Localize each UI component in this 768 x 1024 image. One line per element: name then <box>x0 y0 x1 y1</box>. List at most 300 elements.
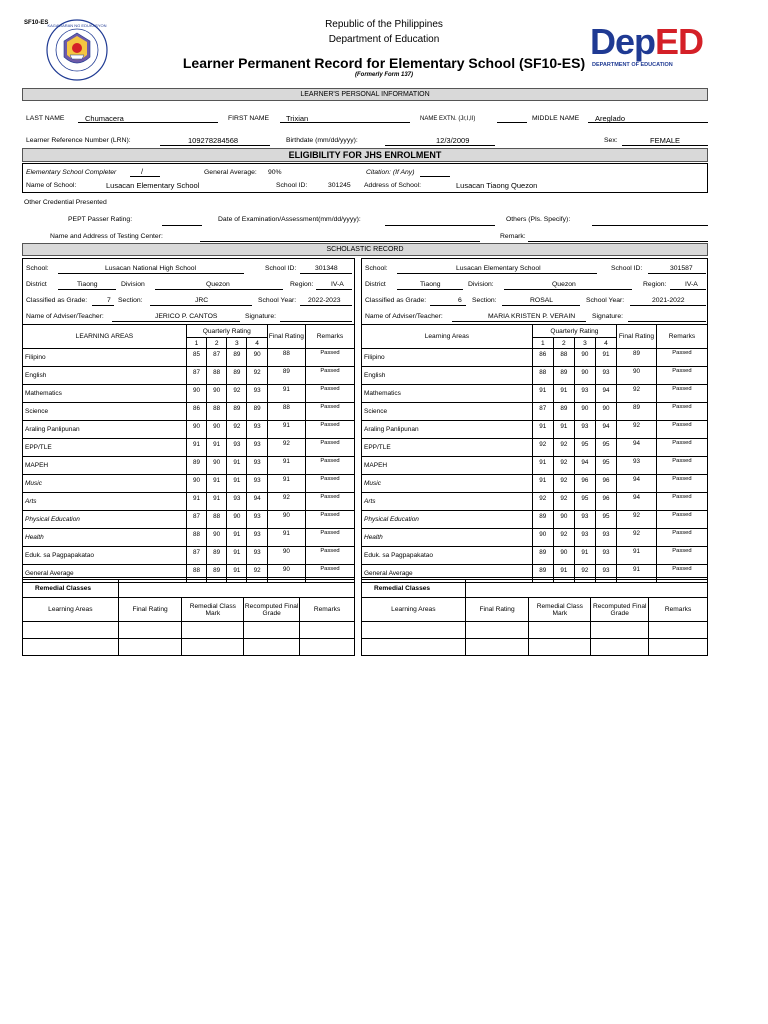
quarter-rating: 91 <box>595 349 616 367</box>
first-name-label: FIRST NAME <box>228 115 270 122</box>
learning-areas-header: Learning Areas <box>362 325 533 349</box>
final-rating: 91 <box>267 385 305 403</box>
learning-area-name: Physical Education <box>23 511 187 529</box>
exam-date-line <box>385 215 495 226</box>
quarter-rating: 89 <box>207 547 227 565</box>
quarter-rating: 90 <box>186 475 206 493</box>
quarter-rating: 95 <box>595 439 616 457</box>
final-rating-header: Final Rating <box>617 325 657 349</box>
quarter-rating: 90 <box>532 529 553 547</box>
quarter-rating: 93 <box>595 367 616 385</box>
learning-area-name: Araling Panlipunan <box>362 421 533 439</box>
r1-section-label: Section: <box>118 297 143 304</box>
quarter-rating: 90 <box>227 511 247 529</box>
remedial-cell[interactable] <box>300 639 355 656</box>
quarter-rating: 87 <box>186 511 206 529</box>
r1-adviser-label: Name of Adviser/Teacher: <box>26 313 104 320</box>
quarter-rating: 89 <box>532 511 553 529</box>
r1-school-label: School: <box>26 265 49 272</box>
quarter-rating: 90 <box>553 511 574 529</box>
remarks-value: Passed <box>656 367 707 385</box>
learning-area-name: Physical Education <box>362 511 533 529</box>
learning-area-name: Music <box>23 475 187 493</box>
quarter-rating: 93 <box>574 529 595 547</box>
quarter-rating: 86 <box>186 403 206 421</box>
form-code: SF10-ES <box>24 20 49 26</box>
grades-header-row <box>362 325 708 338</box>
remarks-header: Remarks <box>305 325 354 349</box>
quarter-rating: 93 <box>247 385 267 403</box>
r1-division-label: Division <box>121 281 145 288</box>
final-rating: 88 <box>267 349 305 367</box>
remedial-col-header: Remarks <box>300 598 355 622</box>
final-rating: 92 <box>267 493 305 511</box>
table-row <box>23 403 355 421</box>
quarter-rating: 94 <box>595 385 616 403</box>
r1-district-label: District <box>26 281 47 288</box>
quarterly-rating-header: Quarterly Rating <box>532 325 616 338</box>
quarter-rating: 91 <box>553 421 574 439</box>
remarks-value: Passed <box>656 529 707 547</box>
completer-mark: / <box>141 167 144 176</box>
remedial-col-header: Learning Areas <box>23 598 119 622</box>
r2-district-value: Tiaong <box>420 281 441 288</box>
remedial-header-row <box>23 598 355 622</box>
quarter-rating: 89 <box>227 403 247 421</box>
r2-adviser-value: MARIA KRISTEN P. VERAIN <box>488 313 576 320</box>
quarter-rating: 92 <box>553 475 574 493</box>
remarks-value: Passed <box>305 349 354 367</box>
learning-area-name: Mathematics <box>23 385 187 403</box>
remedial-row <box>23 622 355 639</box>
quarter-rating: 93 <box>247 439 267 457</box>
school-id-label: School ID: <box>276 182 308 189</box>
quarter-rating: 94 <box>595 421 616 439</box>
r2-school-value: Lusacan Elementary School <box>456 265 541 272</box>
learning-area-name: Araling Panlipunan <box>23 421 187 439</box>
quarter-rating: 91 <box>553 385 574 403</box>
learning-area-name: General Average <box>362 565 533 583</box>
final-rating: 94 <box>617 439 657 457</box>
remarks-value: Passed <box>656 385 707 403</box>
completer-line <box>130 166 160 177</box>
quarter-rating: 87 <box>186 547 206 565</box>
lrn-label: Learner Reference Number (LRN): <box>26 137 131 144</box>
quarter-rating: 89 <box>532 547 553 565</box>
remarks-value: Passed <box>305 565 354 583</box>
quarter-rating: 88 <box>207 367 227 385</box>
quarter-header: 1 <box>186 338 206 349</box>
quarter-rating: 90 <box>574 349 595 367</box>
final-rating: 92 <box>617 421 657 439</box>
last-name-value: Chumacera <box>85 114 124 123</box>
quarter-rating: 90 <box>186 385 206 403</box>
quarter-header: 2 <box>553 338 574 349</box>
remedial-cell[interactable] <box>23 639 119 656</box>
remarks-value: Passed <box>305 529 354 547</box>
r1-school-id-value: 301348 <box>315 265 338 272</box>
pept-line <box>162 215 202 226</box>
table-row <box>23 457 355 475</box>
quarter-rating: 92 <box>553 529 574 547</box>
remarks-value: Passed <box>656 403 707 421</box>
quarter-rating: 92 <box>553 493 574 511</box>
remarks-value: Passed <box>656 493 707 511</box>
remarks-value: Passed <box>305 547 354 565</box>
grades-header-row <box>23 325 355 338</box>
quarter-header: 4 <box>595 338 616 349</box>
quarter-rating: 89 <box>227 349 247 367</box>
quarter-rating: 88 <box>207 511 227 529</box>
quarter-rating: 95 <box>574 493 595 511</box>
learning-area-name: EPP/TLE <box>362 439 533 457</box>
remedial-header-row <box>362 598 708 622</box>
exam-date-label: Date of Examination/Assessment(mm/dd/yyyy): <box>218 216 361 223</box>
final-rating: 88 <box>267 403 305 421</box>
remark-line <box>528 231 708 242</box>
remedial-cell[interactable] <box>118 622 182 639</box>
final-rating: 92 <box>617 385 657 403</box>
remark-label: Remark: <box>500 233 526 240</box>
quarter-rating: 89 <box>553 403 574 421</box>
quarter-rating: 91 <box>532 457 553 475</box>
quarter-rating: 93 <box>595 547 616 565</box>
table-row <box>23 493 355 511</box>
name-extn-label: NAME EXTN. (Jr,I,II) <box>420 116 476 122</box>
quarter-rating: 93 <box>247 547 267 565</box>
final-rating: 91 <box>267 529 305 547</box>
quarter-rating: 91 <box>532 475 553 493</box>
table-row <box>23 529 355 547</box>
department-line: Department of Education <box>328 34 440 45</box>
quarter-rating: 89 <box>207 565 227 583</box>
remedial-cell[interactable] <box>465 639 529 656</box>
quarter-rating: 90 <box>207 529 227 547</box>
r1-grade-label: Classified as Grade: <box>26 297 88 304</box>
final-rating: 92 <box>267 439 305 457</box>
quarter-rating: 94 <box>247 493 267 511</box>
learning-area-name: Arts <box>23 493 187 511</box>
birthdate-value: 12/3/2009 <box>436 136 470 145</box>
birthdate-label: Birthdate (mm/dd/yyyy): <box>286 137 358 144</box>
r2-signature-line <box>628 311 706 322</box>
learning-area-name: Mathematics <box>362 385 533 403</box>
table-row <box>362 349 708 367</box>
final-rating-header: Final Rating <box>267 325 305 349</box>
r2-grade-value: 6 <box>458 297 462 304</box>
r2-region-label: Region: <box>643 281 667 288</box>
quarter-rating: 87 <box>207 349 227 367</box>
learning-area-name: Music <box>362 475 533 493</box>
citation-line <box>420 166 450 177</box>
quarter-rating: 93 <box>247 475 267 493</box>
quarter-rating: 91 <box>227 475 247 493</box>
r2-signature-label: Signature: <box>592 313 623 320</box>
remarks-value: Passed <box>305 385 354 403</box>
remedial-cell[interactable] <box>244 622 300 639</box>
quarter-rating: 93 <box>595 565 616 583</box>
table-row <box>23 349 355 367</box>
learning-area-name: Eduk. sa Pagpapakatao <box>362 547 533 565</box>
remedial-cell[interactable] <box>182 639 244 656</box>
r1-school-id-label: School ID: <box>265 265 297 272</box>
r2-sy-label: School Year: <box>586 297 625 304</box>
quarter-rating: 96 <box>574 475 595 493</box>
r1-adviser-value: JERICO P. CANTOS <box>155 313 218 320</box>
remedial-table-2 <box>361 579 708 656</box>
completer-label: Elementary School Completer <box>26 169 117 176</box>
quarter-rating: 93 <box>227 493 247 511</box>
school-name-label: Name of School: <box>26 182 77 189</box>
grades-table-2 <box>361 324 708 583</box>
quarter-rating: 91 <box>186 439 206 457</box>
quarter-rating: 90 <box>574 403 595 421</box>
grades-table-1 <box>22 324 355 583</box>
pept-label: PEPT Passer Rating: <box>68 216 133 223</box>
remedial-col-header: Final Rating <box>118 598 182 622</box>
learning-area-name: MAPEH <box>362 457 533 475</box>
learning-area-name: EPP/TLE <box>23 439 187 457</box>
final-rating: 91 <box>617 565 657 583</box>
quarter-rating: 89 <box>186 457 206 475</box>
quarter-rating: 88 <box>186 529 206 547</box>
quarter-rating: 93 <box>247 511 267 529</box>
final-rating: 89 <box>617 349 657 367</box>
remarks-value: Passed <box>656 475 707 493</box>
remedial-col-header: Remarks <box>649 598 708 622</box>
quarter-rating: 91 <box>574 547 595 565</box>
republic-line: Republic of the Philippines <box>325 19 443 30</box>
table-row <box>23 421 355 439</box>
sex-value: FEMALE <box>650 136 681 145</box>
remedial-col-header: Recomputed Final Grade <box>244 598 300 622</box>
quarter-rating: 92 <box>553 457 574 475</box>
r2-school-id-value: 301587 <box>670 265 693 272</box>
remedial-cell[interactable] <box>23 622 119 639</box>
remedial-table-1 <box>22 579 355 656</box>
remedial-row <box>362 639 708 656</box>
final-rating: 91 <box>267 475 305 493</box>
learning-area-name: General Average <box>23 565 187 583</box>
r2-school-label: School: <box>365 265 388 272</box>
final-rating: 92 <box>617 511 657 529</box>
table-row <box>23 385 355 403</box>
remedial-cell[interactable] <box>362 639 466 656</box>
quarter-rating: 92 <box>227 421 247 439</box>
remarks-value: Passed <box>656 565 707 583</box>
remedial-col-header: Recomputed Final Grade <box>591 598 649 622</box>
r2-school-id-label: School ID: <box>611 265 643 272</box>
quarter-rating: 93 <box>247 457 267 475</box>
remarks-header: Remarks <box>656 325 707 349</box>
quarter-header: 2 <box>207 338 227 349</box>
remedial-col-header: Final Rating <box>465 598 529 622</box>
quarter-rating: 94 <box>574 457 595 475</box>
r2-district-label: District <box>365 281 386 288</box>
quarter-rating: 89 <box>247 403 267 421</box>
quarter-rating: 88 <box>532 367 553 385</box>
table-row <box>362 529 708 547</box>
quarter-header: 4 <box>247 338 267 349</box>
remarks-value: Passed <box>305 475 354 493</box>
quarter-rating: 89 <box>553 367 574 385</box>
learning-area-name: MAPEH <box>23 457 187 475</box>
quarter-rating: 91 <box>227 547 247 565</box>
school-name-value: Lusacan Elementary School <box>106 181 200 190</box>
page-subtitle: (Formerly Form 137) <box>354 72 414 78</box>
remedial-cell[interactable] <box>529 622 591 639</box>
quarter-rating: 92 <box>247 367 267 385</box>
final-rating: 90 <box>267 511 305 529</box>
quarter-rating: 88 <box>207 403 227 421</box>
r1-grade-value: 7 <box>107 297 111 304</box>
quarter-rating: 91 <box>553 565 574 583</box>
remarks-value: Passed <box>305 421 354 439</box>
quarter-rating: 93 <box>574 511 595 529</box>
table-row <box>23 439 355 457</box>
final-rating: 90 <box>267 547 305 565</box>
remarks-value: Passed <box>656 511 707 529</box>
quarter-rating: 90 <box>207 385 227 403</box>
quarter-rating: 93 <box>247 421 267 439</box>
testing-center-label: Name and Address of Testing Center: <box>50 233 163 240</box>
remedial-title-row <box>362 580 708 598</box>
quarter-rating: 92 <box>574 565 595 583</box>
quarter-rating: 91 <box>186 493 206 511</box>
quarter-rating: 96 <box>595 475 616 493</box>
quarter-rating: 92 <box>532 439 553 457</box>
r1-sy-label: School Year: <box>258 297 297 304</box>
quarter-rating: 91 <box>227 529 247 547</box>
quarterly-rating-header: Quarterly Rating <box>186 325 267 338</box>
r1-division-value: Quezon <box>206 281 230 288</box>
r1-region-label: Region: <box>290 281 314 288</box>
lrn-value: 109278284568 <box>188 136 239 145</box>
remedial-cell[interactable] <box>362 622 466 639</box>
middle-name-value: Areglado <box>595 114 626 123</box>
gen-avg-value: 90% <box>268 169 282 176</box>
learning-area-name: Science <box>362 403 533 421</box>
remedial-cell[interactable] <box>529 639 591 656</box>
address-label: Address of School: <box>364 182 422 189</box>
r2-section-label: Section: <box>472 297 497 304</box>
remedial-cell[interactable] <box>649 622 708 639</box>
quarter-rating: 92 <box>532 493 553 511</box>
quarter-rating: 92 <box>553 439 574 457</box>
school-id-value: 301245 <box>328 182 351 189</box>
scholastic-section-title: SCHOLASTIC RECORD <box>22 243 708 256</box>
quarter-rating: 91 <box>532 421 553 439</box>
quarter-rating: 88 <box>186 565 206 583</box>
quarter-rating: 87 <box>532 403 553 421</box>
remarks-value: Passed <box>305 457 354 475</box>
quarter-rating: 95 <box>595 511 616 529</box>
quarter-rating: 92 <box>247 565 267 583</box>
remedial-cell[interactable] <box>118 639 182 656</box>
last-name-label: LAST NAME <box>26 115 65 122</box>
final-rating: 94 <box>617 493 657 511</box>
remedial-cell[interactable] <box>244 639 300 656</box>
quarter-rating: 90 <box>553 547 574 565</box>
remedial-col-header: Learning Areas <box>362 598 466 622</box>
personal-section-title: LEARNER'S PERSONAL INFORMATION <box>22 88 708 101</box>
quarter-rating: 91 <box>227 565 247 583</box>
quarter-rating: 90 <box>186 421 206 439</box>
learning-area-name: Health <box>362 529 533 547</box>
final-rating: 91 <box>617 547 657 565</box>
r2-division-value: Quezon <box>552 281 576 288</box>
quarter-rating: 93 <box>574 385 595 403</box>
first-name-value: Trixian <box>286 114 309 123</box>
testing-center-line <box>200 231 480 242</box>
final-rating: 94 <box>617 475 657 493</box>
table-row <box>362 547 708 565</box>
eligibility-section-title: ELIGIBILITY FOR JHS ENROLMENT <box>22 148 708 162</box>
quarter-rating: 92 <box>227 385 247 403</box>
r2-section-value: ROSAL <box>530 297 554 304</box>
remarks-value: Passed <box>656 439 707 457</box>
deped-logo: DepED DEPARTMENT OF EDUCATION <box>590 22 720 80</box>
remedial-cell[interactable] <box>591 639 649 656</box>
table-row <box>362 367 708 385</box>
table-row <box>362 439 708 457</box>
r1-sy-value: 2022-2023 <box>308 297 341 304</box>
remedial-cell[interactable] <box>465 622 529 639</box>
learning-area-name: Filipino <box>362 349 533 367</box>
quarter-rating: 88 <box>553 349 574 367</box>
quarter-rating: 95 <box>595 457 616 475</box>
final-rating: 90 <box>267 565 305 583</box>
quarter-rating: 86 <box>532 349 553 367</box>
remedial-cell[interactable] <box>649 639 708 656</box>
remedial-title: Remedial Classes <box>362 580 466 598</box>
remedial-cell[interactable] <box>182 622 244 639</box>
learning-area-name: Science <box>23 403 187 421</box>
remedial-cell[interactable] <box>591 622 649 639</box>
quarter-rating: 93 <box>574 421 595 439</box>
quarter-rating: 89 <box>227 367 247 385</box>
deped-logo-sub: DEPARTMENT OF EDUCATION <box>592 62 673 68</box>
remarks-value: Passed <box>305 403 354 421</box>
quarter-rating: 90 <box>574 367 595 385</box>
final-rating: 89 <box>617 403 657 421</box>
remedial-cell[interactable] <box>300 622 355 639</box>
final-rating: 91 <box>267 457 305 475</box>
quarter-rating: 90 <box>207 421 227 439</box>
learning-area-name: English <box>23 367 187 385</box>
table-row <box>362 385 708 403</box>
page-title: Learner Permanent Record for Elementary School (SF10-ES) <box>182 55 586 71</box>
table-row <box>23 475 355 493</box>
remedial-col-header: Remedial Class Mark <box>182 598 244 622</box>
remedial-row <box>23 639 355 656</box>
quarter-rating: 93 <box>595 529 616 547</box>
address-value: Lusacan Tiaong Quezon <box>456 181 538 190</box>
remarks-value: Passed <box>305 367 354 385</box>
remedial-title-row <box>23 580 355 598</box>
table-row <box>362 493 708 511</box>
remarks-value: Passed <box>656 421 707 439</box>
other-credential-label: Other Credential Presented <box>24 199 107 206</box>
quarter-rating: 93 <box>227 439 247 457</box>
quarter-header: 3 <box>227 338 247 349</box>
r1-district-value: Tiaong <box>77 281 98 288</box>
remarks-value: Passed <box>305 493 354 511</box>
table-row <box>23 367 355 385</box>
quarter-rating: 91 <box>227 457 247 475</box>
table-row <box>362 511 708 529</box>
final-rating: 89 <box>267 367 305 385</box>
